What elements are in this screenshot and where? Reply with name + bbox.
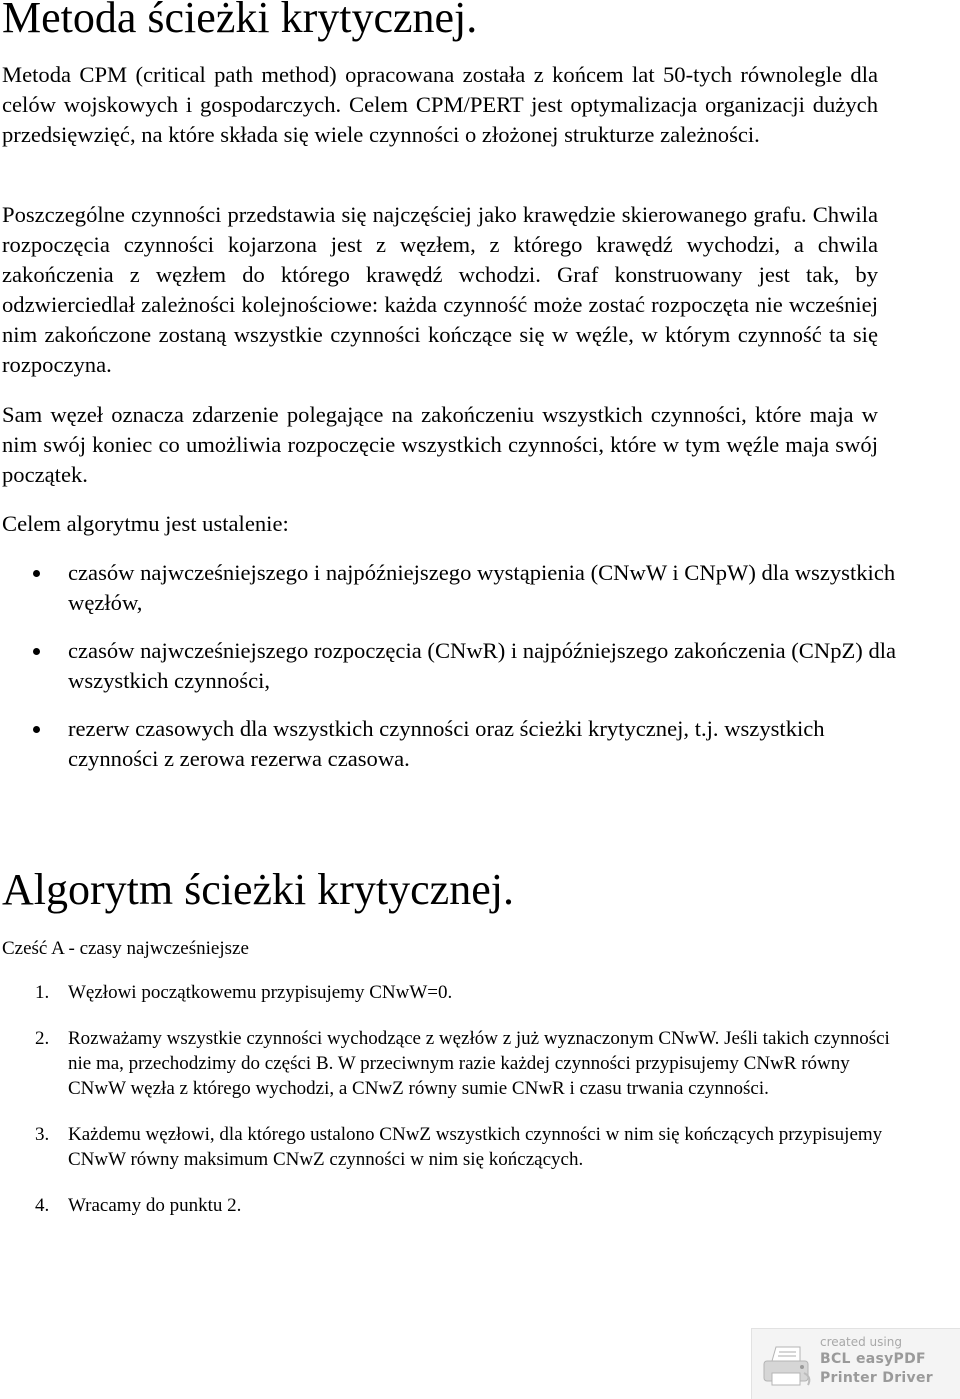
bullet-icon xyxy=(33,648,40,655)
list-item xyxy=(0,558,900,618)
paragraph-cpm-intro: Metoda CPM (critical path method) opracowana została z końcem lat 50-tych równolegle dla celów wojskowych i gospodarczych. Celem CPM/PERT jest optymalizacja organizacji dużych przedsięwzięć, na które składa się wiele czynności o złożonej strukturze zależności. xyxy=(2,62,878,147)
bullet-icon xyxy=(33,570,40,577)
bullet-icon xyxy=(33,726,40,733)
algorithm-step-list xyxy=(0,980,900,1239)
part-a-subheading: Cześć A - czasy najwcześniejsze xyxy=(2,938,249,959)
watermark-brand-label: BCL easyPDF xyxy=(820,1351,926,1367)
step-text: Rozważamy wszystkie czynności wychodzące z węzłów z już wyznaczonym CNwW. Jeśli takich czynności nie ma, przechodzimy do części B. W przeciwnym razie każdej czynności przypisujemy CNwR równy CNwW węzła z którego wychodzi, a CNwZ równy sumie CNwR i czasu trwania czynności. xyxy=(68,1028,890,1099)
list-item xyxy=(0,1026,900,1101)
list-item-text: rezerw czasowych dla wszystkich czynności oraz ścieżki krytycznej, t.j. wszystkich czynności z zerowa rezerwa czasowa. xyxy=(68,716,825,771)
watermark-driver-label: Printer Driver xyxy=(820,1370,933,1386)
goal-bullet-list xyxy=(0,558,900,792)
list-item xyxy=(0,636,900,696)
pdf-creator-watermark xyxy=(751,1328,960,1399)
section-heading-algorithm: Algorytm ścieżki krytycznej. xyxy=(2,865,514,914)
list-item xyxy=(0,714,900,774)
step-number: 2. xyxy=(35,1028,50,1049)
list-item xyxy=(0,1122,900,1172)
paragraph-graph-description: Poszczególne czynności przedstawia się najczęściej jako krawędzie skierowanego grafu. Chwila rozpoczęcia czynności kojarzona jest z węzłem, z którego krawędź wychodzi, a chwila zakończenia z węzłem do którego krawędź wchodzi. Graf konstruowany jest tak, by odzwierciedlał zależności kolejnościowe: każda czynność może zostać rozpoczęta nie wcześniej nim zakończone zostaną wszystkie czynności kończące się w węźle, w którym czynność ta się rozpoczyna. xyxy=(2,202,878,377)
list-item xyxy=(0,980,900,1005)
step-number: 4. xyxy=(35,1195,50,1216)
section-heading-critical-path-method: Metoda ścieżki krytycznej. xyxy=(2,0,478,42)
paragraph-node-meaning: Sam węzeł oznacza zdarzenie polegające na zakończeniu wszystkich czynności, które maja w nim swój koniec co umożliwia rozpoczęcie wszystkich czynności, które w tym węźle maja swój początek. xyxy=(2,402,878,487)
list-item xyxy=(0,1193,900,1218)
step-number: 1. xyxy=(35,982,50,1003)
step-text: Węzłowi początkowemu przypisujemy CNwW=0. xyxy=(68,982,453,1003)
watermark-created-label: created using xyxy=(820,1335,902,1349)
list-item-text: czasów najwcześniejszego i najpóźniejszego wystąpienia (CNwW i CNpW) dla wszystkich węzłów, xyxy=(68,560,896,615)
step-text: Każdemu węzłowi, dla którego ustalono CNwZ wszystkich czynności w nim się kończących przypisujemy CNwW równy maksimum CNwZ czynności w nim się kończących. xyxy=(68,1124,883,1170)
step-text: Wracamy do punktu 2. xyxy=(68,1195,242,1216)
step-number: 3. xyxy=(35,1124,50,1145)
printer-icon xyxy=(760,1343,814,1389)
list-item-text: czasów najwcześniejszego rozpoczęcia (CNwR) i najpóźniejszego zakończenia (CNpZ) dla wszystkich czynności, xyxy=(68,638,897,693)
paragraph-algorithm-goal: Celem algorytmu jest ustalenie: xyxy=(2,511,289,536)
